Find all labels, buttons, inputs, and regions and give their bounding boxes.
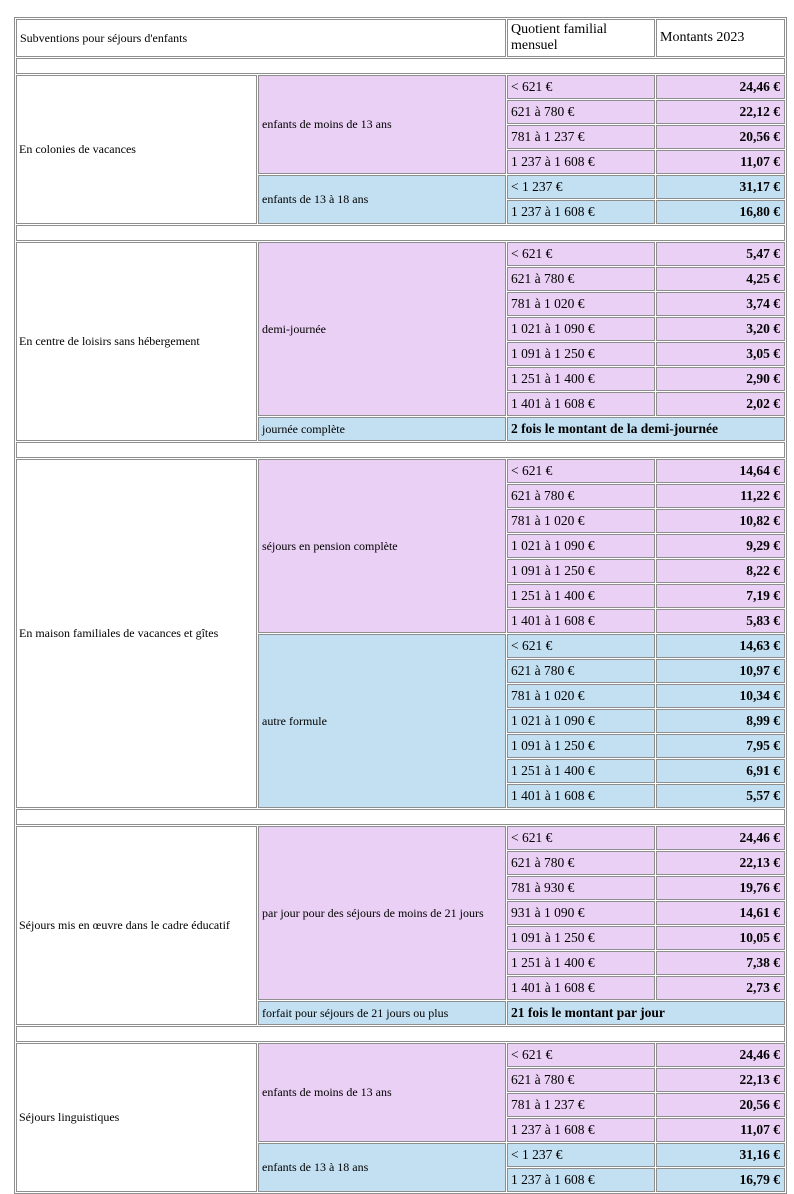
spacer-row	[16, 809, 785, 825]
quotient-cell: 1 091 à 1 250 €	[507, 342, 655, 366]
spacer-cell	[16, 442, 785, 458]
quotient-cell: < 621 €	[507, 242, 655, 266]
header-row	[16, 19, 785, 57]
amount-cell: 7,38 €	[656, 951, 785, 975]
amount-cell: 24,46 €	[656, 75, 785, 99]
quotient-cell: 1 091 à 1 250 €	[507, 559, 655, 583]
amount-cell: 19,76 €	[656, 876, 785, 900]
quotient-cell: 1 091 à 1 250 €	[507, 734, 655, 758]
amount-cell: 22,13 €	[656, 1068, 785, 1092]
note-cell: 21 fois le montant par jour	[507, 1001, 785, 1025]
quotient-cell: < 621 €	[507, 75, 655, 99]
amount-cell: 10,97 €	[656, 659, 785, 683]
amount-cell: 7,95 €	[656, 734, 785, 758]
group-label-cell: enfants de 13 à 18 ans	[258, 175, 506, 224]
quotient-cell: 1 021 à 1 090 €	[507, 534, 655, 558]
section-name-cell: En centre de loisirs sans hébergement	[16, 242, 257, 441]
amount-cell: 5,47 €	[656, 242, 785, 266]
group-label-cell: enfants de 13 à 18 ans	[258, 1143, 506, 1192]
group-label-cell: enfants de moins de 13 ans	[258, 1043, 506, 1142]
quotient-cell: 1 251 à 1 400 €	[507, 367, 655, 391]
group-label-cell: enfants de moins de 13 ans	[258, 75, 506, 174]
note-cell: 2 fois le montant de la demi-journée	[507, 417, 785, 441]
amount-cell: 11,07 €	[656, 1118, 785, 1142]
quotient-cell: 781 à 1 020 €	[507, 684, 655, 708]
table-row	[16, 826, 785, 850]
amount-cell: 10,05 €	[656, 926, 785, 950]
amount-cell: 5,57 €	[656, 784, 785, 808]
quotient-cell: < 1 237 €	[507, 1143, 655, 1167]
subsidies-table	[14, 17, 787, 1194]
quotient-cell: < 621 €	[507, 634, 655, 658]
quotient-cell: 1 237 à 1 608 €	[507, 150, 655, 174]
amount-cell: 14,61 €	[656, 901, 785, 925]
quotient-cell: < 621 €	[507, 826, 655, 850]
amount-cell: 22,12 €	[656, 100, 785, 124]
amount-cell: 10,34 €	[656, 684, 785, 708]
section-name-cell: Séjours linguistiques	[16, 1043, 257, 1192]
quotient-cell: 621 à 780 €	[507, 851, 655, 875]
amount-cell: 5,83 €	[656, 609, 785, 633]
amount-cell: 2,90 €	[656, 367, 785, 391]
amount-cell: 16,79 €	[656, 1168, 785, 1192]
section-name-cell: En maison familiales de vacances et gîtes	[16, 459, 257, 808]
amount-cell: 2,02 €	[656, 392, 785, 416]
quotient-cell: 931 à 1 090 €	[507, 901, 655, 925]
spacer-row	[16, 225, 785, 241]
section-name-cell: En colonies de vacances	[16, 75, 257, 224]
amount-cell: 16,80 €	[656, 200, 785, 224]
amount-cell: 3,74 €	[656, 292, 785, 316]
spacer-cell	[16, 225, 785, 241]
spacer-row	[16, 1026, 785, 1042]
quotient-cell: 621 à 780 €	[507, 659, 655, 683]
amount-cell: 2,73 €	[656, 976, 785, 1000]
quotient-cell: 1 091 à 1 250 €	[507, 926, 655, 950]
amount-cell: 20,56 €	[656, 125, 785, 149]
amount-cell: 9,29 €	[656, 534, 785, 558]
spacer-row	[16, 58, 785, 74]
table-row	[16, 459, 785, 483]
quotient-cell: 781 à 1 020 €	[507, 292, 655, 316]
table-row	[16, 242, 785, 266]
group-label-cell: journée complète	[258, 417, 506, 441]
amount-cell: 24,46 €	[656, 826, 785, 850]
amount-cell: 8,22 €	[656, 559, 785, 583]
amount-cell: 22,13 €	[656, 851, 785, 875]
quotient-cell: 1 021 à 1 090 €	[507, 709, 655, 733]
montants-column-header: Montants 2023	[656, 19, 785, 57]
group-label-cell: séjours en pension complète	[258, 459, 506, 633]
quotient-cell: 621 à 780 €	[507, 1068, 655, 1092]
quotient-cell: 1 237 à 1 608 €	[507, 1168, 655, 1192]
amount-cell: 14,63 €	[656, 634, 785, 658]
section-name-cell: Séjours mis en œuvre dans le cadre éducatif	[16, 826, 257, 1025]
group-label-cell: autre formule	[258, 634, 506, 808]
quotient-cell: 1 251 à 1 400 €	[507, 759, 655, 783]
quotient-cell: 1 401 à 1 608 €	[507, 392, 655, 416]
quotient-cell: 1 021 à 1 090 €	[507, 317, 655, 341]
spacer-cell	[16, 1026, 785, 1042]
amount-cell: 20,56 €	[656, 1093, 785, 1117]
table-row	[16, 1043, 785, 1067]
quotient-column-header: Quotient familial mensuel	[507, 19, 655, 57]
group-label-cell: demi-journée	[258, 242, 506, 416]
quotient-cell: 1 401 à 1 608 €	[507, 784, 655, 808]
amount-cell: 6,91 €	[656, 759, 785, 783]
amount-cell: 11,22 €	[656, 484, 785, 508]
quotient-cell: 1 251 à 1 400 €	[507, 951, 655, 975]
amount-cell: 8,99 €	[656, 709, 785, 733]
quotient-cell: 621 à 780 €	[507, 267, 655, 291]
spacer-cell	[16, 809, 785, 825]
amount-cell: 31,17 €	[656, 175, 785, 199]
table-title: Subventions pour séjours d'enfants	[16, 19, 506, 57]
table-row	[16, 75, 785, 99]
spacer-cell	[16, 58, 785, 74]
quotient-cell: 1 237 à 1 608 €	[507, 200, 655, 224]
quotient-cell: 1 401 à 1 608 €	[507, 976, 655, 1000]
group-label-cell: forfait pour séjours de 21 jours ou plus	[258, 1001, 506, 1025]
quotient-cell: 781 à 1 237 €	[507, 1093, 655, 1117]
amount-cell: 24,46 €	[656, 1043, 785, 1067]
quotient-cell: 621 à 780 €	[507, 484, 655, 508]
amount-cell: 31,16 €	[656, 1143, 785, 1167]
amount-cell: 4,25 €	[656, 267, 785, 291]
quotient-cell: 621 à 780 €	[507, 100, 655, 124]
group-label-cell: par jour pour des séjours de moins de 21 jours	[258, 826, 506, 1000]
quotient-cell: 781 à 1 020 €	[507, 509, 655, 533]
quotient-cell: 1 237 à 1 608 €	[507, 1118, 655, 1142]
spacer-row	[16, 442, 785, 458]
amount-cell: 7,19 €	[656, 584, 785, 608]
quotient-cell: 781 à 930 €	[507, 876, 655, 900]
quotient-cell: 1 251 à 1 400 €	[507, 584, 655, 608]
amount-cell: 10,82 €	[656, 509, 785, 533]
amount-cell: 3,20 €	[656, 317, 785, 341]
quotient-cell: 781 à 1 237 €	[507, 125, 655, 149]
quotient-cell: < 621 €	[507, 459, 655, 483]
quotient-cell: < 1 237 €	[507, 175, 655, 199]
document-page	[0, 17, 794, 1187]
amount-cell: 3,05 €	[656, 342, 785, 366]
amount-cell: 11,07 €	[656, 150, 785, 174]
amount-cell: 14,64 €	[656, 459, 785, 483]
quotient-cell: < 621 €	[507, 1043, 655, 1067]
quotient-cell: 1 401 à 1 608 €	[507, 609, 655, 633]
